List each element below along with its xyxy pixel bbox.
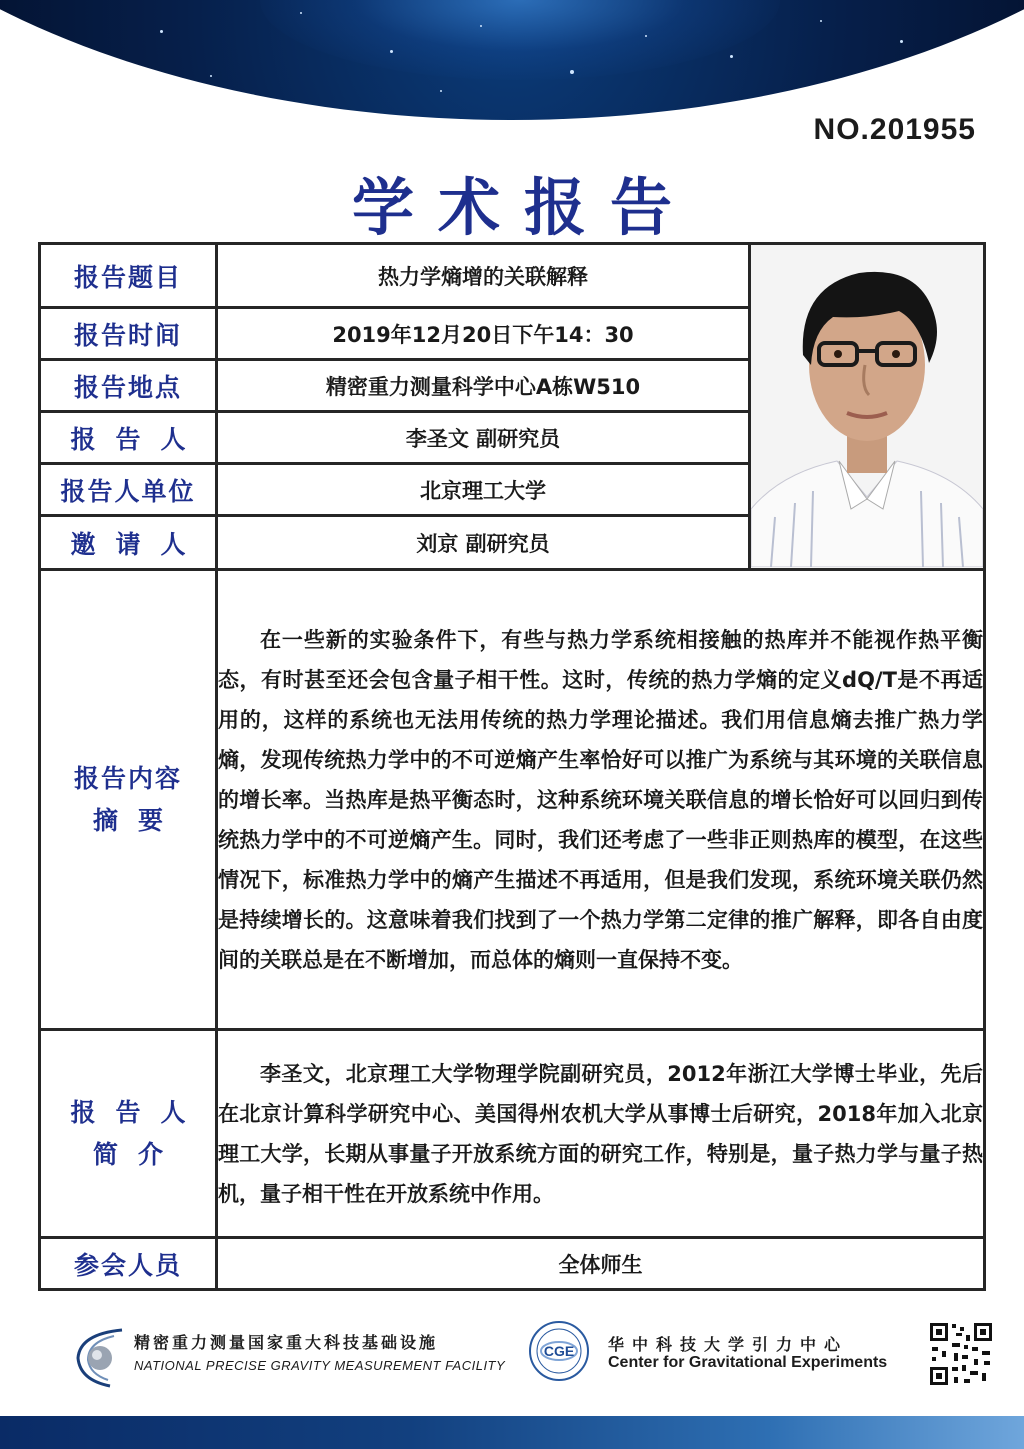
bio-cell (217, 1030, 985, 1238)
label-host (40, 516, 217, 570)
label-bio-line1: 报告人 (70, 1097, 206, 1127)
cge-seal-logo (528, 1320, 590, 1382)
label-speaker-text: 报告人 (70, 424, 206, 454)
label-attendees: 参会人员 (40, 1238, 217, 1290)
document-number: NO.201955 (813, 113, 976, 146)
value-speaker: 李圣文 副研究员 (217, 412, 750, 464)
row-abstract (40, 570, 985, 1030)
label-topic: 报告题目 (40, 244, 217, 308)
footer-gradient-bar (0, 1416, 1024, 1449)
label-speaker (40, 412, 217, 464)
cge-name-cn: 华中科技大学引力中心 (608, 1335, 849, 1354)
value-time: 2019年12月20日下午14：30 (217, 308, 750, 360)
label-abstract-line1: 报告内容 (73, 763, 182, 793)
label-time: 报告时间 (40, 308, 217, 360)
label-abstract-line2: 摘要 (92, 805, 183, 835)
space-header-banner (0, 0, 1024, 120)
footer-logos (0, 1318, 1024, 1398)
bio-text: 李圣文，北京理工大学物理学院副研究员，2012年浙江大学博士毕业，先后在北京计算科学研究中心、美国得州农机大学从事博士后研究，2018年加入北京理工大学，长期从事量子开放系统方面的研究工作，特别是，量子热力学与量子热机，量子相干性在开放系统中作用。 (218, 1061, 983, 1206)
value-affiliation: 北京理工大学 (217, 464, 750, 516)
npg-facility-logo-icon (70, 1324, 130, 1388)
value-topic: 热力学熵增的关联解释 (217, 244, 750, 308)
row-topic (40, 244, 985, 308)
npg-name-cn: 精密重力测量国家重大科技基础设施 (134, 1333, 439, 1352)
cge-seal-text: CGE (543, 1343, 575, 1359)
page-title: 学术报告 (351, 171, 696, 244)
npg-name-en: NATIONAL PRECISE GRAVITY MEASUREMENT FACILITY (134, 1358, 506, 1373)
label-affiliation: 报告人单位 (40, 464, 217, 516)
speaker-photo-cell (750, 244, 985, 570)
qr-code-icon[interactable] (928, 1321, 994, 1387)
row-bio (40, 1030, 985, 1238)
value-host: 刘京 副研究员 (217, 516, 750, 570)
row-attendees (40, 1238, 985, 1290)
cge-name-en: Center for Gravitational Experiments (608, 1354, 888, 1371)
value-location: 精密重力测量科学中心A栋W510 (217, 360, 750, 412)
speaker-photo (751, 247, 983, 567)
label-abstract (40, 570, 217, 1030)
report-info-table (38, 242, 986, 1291)
label-host-text: 邀请人 (70, 529, 206, 559)
abstract-text: 在一些新的实验条件下，有些与热力学系统相接触的热库并不能视作热平衡态，有时甚至还会包含量子相干性。这时，传统的热力学熵的定义dQ/T是不再适用的，这样的系统也无法用传统的热力学理论描述。我们用信息熵去推广热力学熵，发现传统热力学中的不可逆熵产生率恰好可以推广为系统与其环境的关联信息的增长率。当热库是热平衡态时，这种系统环境关联信息的增长恰好可以回归到传统热力学中的不可逆熵产生。同时，我们还考虑了一些非正则热库的模型，在这些情况下，标准热力学中的熵产生描述不再适用，但是我们发现，系统环境关联仍然是持续增长的。这意味着我们找到了一个热力学第二定律的推广解释，即各自由度间的关联总是在不断增加，而总体的熵则一直保持不变。 (218, 627, 983, 972)
label-bio (40, 1030, 217, 1238)
label-location: 报告地点 (40, 360, 217, 412)
abstract-cell (217, 570, 985, 1030)
label-bio-line2: 简介 (92, 1139, 183, 1169)
value-attendees: 全体师生 (217, 1238, 985, 1290)
